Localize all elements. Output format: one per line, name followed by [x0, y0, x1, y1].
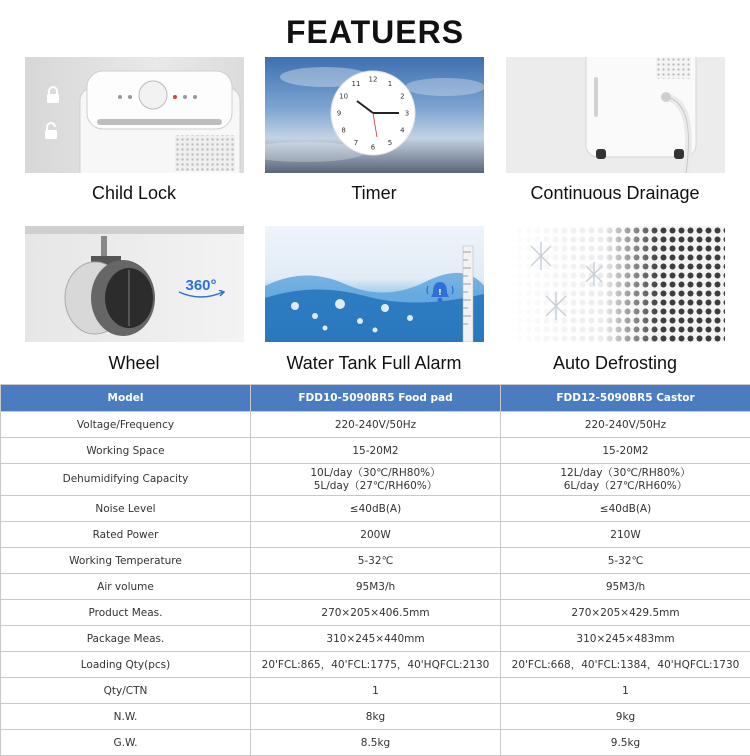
feature-label-drainage: Continuous Drainage [530, 183, 700, 203]
lock-icon [44, 85, 62, 105]
row-value-b: ≤40dB(A) [501, 496, 750, 522]
clock-numeral: 1 [387, 80, 393, 89]
row-value-a: 20'FCL:865，40'FCL:1775，40'HQFCL:2130 [251, 652, 501, 678]
feature-image-child-lock [25, 57, 244, 173]
table-row [1, 438, 750, 464]
row-value-b [501, 464, 750, 496]
header-model-a: FDD10-5090BR5 Food pad [251, 385, 501, 412]
clock-numeral: 6 [370, 143, 376, 152]
row-value-a: 220-240V/50Hz [251, 412, 501, 438]
row-value-a: 310×245×440mm [251, 626, 501, 652]
header-model: Model [1, 385, 251, 412]
capacity-line-2: 6L/day（27℃/RH60%） [563, 479, 688, 492]
clock-numeral: 10 [339, 92, 349, 101]
feature-label-child-lock: Child Lock [91, 183, 177, 203]
row-value-b: 220-240V/50Hz [501, 412, 750, 438]
clock-numeral: 3 [404, 109, 410, 118]
row-value-b: 5-32℃ [501, 548, 750, 574]
table-row [1, 600, 750, 626]
row-label: Voltage/Frequency [1, 412, 251, 438]
row-label: Noise Level [1, 496, 251, 522]
rotate-arrow-icon [175, 290, 227, 300]
spec-table-header-row [1, 385, 750, 412]
clock-numeral: 8 [341, 126, 346, 135]
row-value-b: 270×205×429.5mm [501, 600, 750, 626]
table-row [1, 548, 750, 574]
row-value-a: ≤40dB(A) [251, 496, 501, 522]
row-value-b: 20'FCL:668，40'FCL:1384，40'HQFCL:1730 [501, 652, 750, 678]
row-label: Package Meas. [1, 626, 251, 652]
clock-numeral: 2 [400, 92, 405, 101]
row-label: Product Meas. [1, 600, 251, 626]
row-label: Working Space [1, 438, 251, 464]
row-label: Rated Power [1, 522, 251, 548]
row-value-a: 95M3/h [251, 574, 501, 600]
table-row [1, 652, 750, 678]
row-label: N.W. [1, 704, 251, 730]
row-value-b: 9kg [501, 704, 750, 730]
row-value-b: 210W [501, 522, 750, 548]
spec-table [0, 384, 750, 756]
table-row [1, 678, 750, 704]
capacity-line-2: 5L/day（27℃/RH60%） [313, 479, 438, 492]
clock-numeral: 5 [387, 138, 393, 147]
row-value-a: 5-32℃ [251, 548, 501, 574]
clock-numeral: 4 [400, 126, 405, 135]
frost-grill-illustration [506, 226, 725, 342]
table-row [1, 464, 750, 496]
row-value-b: 15-20M2 [501, 438, 750, 464]
clock-numeral: 11 [351, 80, 361, 89]
row-value-b: 1 [501, 678, 750, 704]
capacity-line-1: 12L/day（30℃/RH80%） [560, 466, 691, 479]
row-label: Dehumidifying Capacity [1, 464, 251, 496]
unlock-icon [42, 121, 60, 141]
row-label: Loading Qty(pcs) [1, 652, 251, 678]
row-label: Air volume [1, 574, 251, 600]
row-value-a: 8kg [251, 704, 501, 730]
row-value-a: 1 [251, 678, 501, 704]
row-value-a [251, 464, 501, 496]
row-label: G.W. [1, 730, 251, 756]
clock-numeral: 7 [353, 138, 359, 147]
row-value-a: 270×205×406.5mm [251, 600, 501, 626]
drainage-illustration [506, 57, 725, 173]
feature-image-timer [265, 57, 484, 173]
clock-numeral: 9 [336, 109, 342, 118]
table-row [1, 730, 750, 756]
svg-text:!: ! [438, 288, 442, 297]
capacity-line-1: 10L/day（30℃/RH80%） [310, 466, 441, 479]
table-row [1, 496, 750, 522]
row-value-a: 200W [251, 522, 501, 548]
row-value-b: 95M3/h [501, 574, 750, 600]
feature-label-water-alarm: Water Tank Full Alarm [286, 353, 462, 373]
row-value-b: 310×245×483mm [501, 626, 750, 652]
clock-illustration [265, 57, 484, 173]
dehumidifier-top-illustration [25, 57, 244, 173]
feature-image-drainage [506, 57, 725, 173]
feature-image-wheel [25, 226, 244, 342]
rotation-360-label: 360° [185, 277, 217, 294]
header-model-b: FDD12-5090BR5 Castor [501, 385, 750, 412]
rotation-360-badge [175, 276, 227, 300]
table-row [1, 574, 750, 600]
feature-label-timer: Timer [351, 183, 397, 203]
feature-label-defrost: Auto Defrosting [552, 353, 678, 373]
feature-image-water-alarm [265, 226, 484, 342]
table-row [1, 704, 750, 730]
row-value-a: 15-20M2 [251, 438, 501, 464]
row-label: Qty/CTN [1, 678, 251, 704]
row-value-a: 8.5kg [251, 730, 501, 756]
row-value-b: 9.5kg [501, 730, 750, 756]
page-title: FEATUERS [285, 14, 465, 50]
row-label: Working Temperature [1, 548, 251, 574]
feature-image-defrost [506, 226, 725, 342]
bell-alarm-icon [425, 278, 455, 306]
table-row [1, 522, 750, 548]
feature-label-wheel: Wheel [108, 353, 160, 373]
table-row [1, 626, 750, 652]
clock-numeral: 12 [368, 75, 378, 84]
table-row [1, 412, 750, 438]
